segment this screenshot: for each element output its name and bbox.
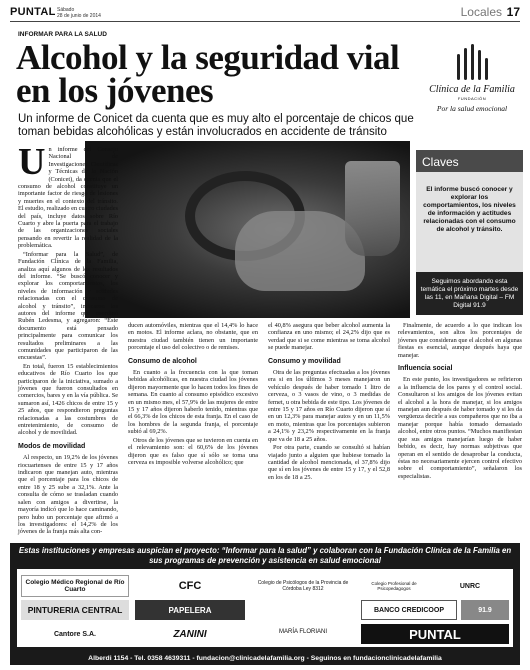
sponsor-logo: Colegio Profesional de Psicopedagogos (371, 581, 417, 591)
sponsor-logo: PUNTAL (361, 624, 509, 644)
drop-cap: U (18, 141, 46, 183)
page-header (10, 6, 520, 22)
article-column-1 (18, 141, 119, 537)
article-paragraph: En este punto, los investigadores se refirieron a la influencia de los pares y el control social. Consultaron si los amigos de los jóvenes evitan el alcohol a la hora de manejar, si los amigos manejan aun después de haber tomado y si les da vergüenza decirle a sus compañeros que no iba a manejar porque había tomado demasiado alcohol, entre otros puntos. “Muchos manifiestan que sus amigos manejarían luego de haber bebido, es decir, hay normas subjetivas que operan en el sentido de desaprobar la conducta, éstas no necesariamente ejercen control efectivo sobre el comportamiento”, señalaron los especialistas. (398, 376, 522, 480)
logo-name: Clínica de la Familia (429, 84, 515, 95)
claves-body: El informe buscó conocer y explorar los comportamientos, los niveles de información y actitudes relacionadas con el consumo de alcohol y tránsito. (423, 186, 516, 233)
page-number: 17 (506, 5, 520, 19)
subheading: Modos de movilidad (18, 442, 86, 450)
sponsor-footer: Alberdi 1154 - Tel. 0358 4639311 - fundacion@clinicadelafamilia.org - Seguinos en fundacionclinicadelafamilia (88, 655, 442, 662)
article-paragraph: Al respecto, un 19,2% de los jóvenes riocuartenses de entre 15 y 17 años indicaron que manejan auto, mientras que el porcentaje para los chicos de entre 18 y 25 sube a 32,1%. Ante la consulta de cómo se trasladan cuando salen con amigos a divertirse, la mayoría indicó que lo hace caminando, pero hubo un porcentaje que afirmó a los investigadores: el 14,2% de los jóvenes de la franja más alta con- (18, 454, 118, 536)
article-column-2 (128, 322, 258, 467)
sponsor-heading: Estas instituciones y empresas auspician el proyecto: “Informar para la salud” y colaboran con la Fundación Clínica de la Familia en sus programas de prevención y asistencia en salud emocional (18, 546, 512, 565)
article-kicker: INFORMAR PARA LA SALUD (18, 31, 107, 38)
glass-shape (345, 161, 400, 256)
issue-date: Sábado 28 de junio de 2014 (57, 7, 101, 19)
sponsor-logos (17, 569, 513, 647)
article-paragraph: n informe del Consejo Nacional de Investigaciones Científicas y Técnicas de la Nación (Conicet), da cuenta que el consumo de alcohol constituye un importante factor de riesgo de lesiones y muertes en el contexto del tránsito. El estudio, realizado en cuatro ciudades del país, incluye datos sobre Río Cuarto y abre la puerta para el trabajo de las organizaciones sociales pensando en revertir la realidad de la problemática. (18, 146, 119, 250)
sponsor-logo: 91.9 (461, 600, 509, 620)
sponsor-band (10, 543, 520, 665)
family-figures-icon (451, 44, 493, 82)
sponsor-logo: ZANINI (173, 628, 207, 640)
newspaper-brand: PUNTAL (10, 6, 56, 18)
article-photo (85, 141, 410, 318)
subheading: Consumo y movilidad (268, 357, 341, 365)
section-name: Locales (460, 5, 502, 19)
subheading: Consumo de alcohol (128, 357, 197, 365)
sponsor-logo: BANCO CREDICOOP (361, 600, 457, 620)
article-paragraph: Otra de las preguntas efectuadas a los jóvenes era si en los últimos 3 meses manejaron un vehículo después de haber tomado 1 litro de cerveza, o 3 vasos de vino, o 3 medidas de fernet, u otra bebida de este tipo. Los jóvenes de entre 15 y 17 años en Río Cuarto dijeron que sí en un 12,3% para manejar autos y en un 11,5% en moto, mientras que los porcentajes subieron a 24,1% y 23,2% respectivamente en la franja que va de 18 a 25 años. (268, 369, 390, 443)
article-paragraph: “Informar para la Salud”, de Fundación Clínica de la Familia, analiza aquí algunos de los resultados del informe. “Se buscó conocer y explorar los comportamientos, los niveles de información y actitudes relacionadas con el consumo de alcohol y tránsito”, indicaron los autores del informe que coordinó Rubén Ledesma, y agregaron: “Este documento está pensado principalmente para comunicar los resultados preliminares a las comunidades que participaron de las encuestas”. (18, 250, 118, 362)
article-paragraph: el 40,8% asegura que beber alcohol aumenta la confianza en uno mismo; el 24,2% dijo que es verdad que si se come mientras se toma alcohol se puede manejar. (268, 322, 390, 352)
article-paragraph: En total, fueron 15 establecimientos educativos de Río Cuarto los que participaron de la iniciativa, sumado a jóvenes que fueron consultados en comercios, bares y en la vía pública. Se sumaron así, 1426 chicos de entre 15 y 25 años, que respondieron preguntas relacionadas a las costumbres de entretenimiento, de consumo de alcohol y de movilidad. (18, 362, 118, 437)
article-paragraph: Por otra parte, cuando se consultó si habían viajado junto a alguien que hubiese tomado la cantidad de alcohol mencionada, el 37,8% dijo que sí en los jóvenes de entre 15 y 17, y el 52,8 en los de 18 a 25. (268, 444, 390, 481)
sponsor-logo: PAPELERA (135, 600, 245, 620)
foundation-logo (424, 44, 520, 129)
subheading: Influencia social (398, 365, 453, 373)
article-column-3 (268, 322, 390, 482)
article-paragraph: Finalmente, de acuerdo a lo que indican los relevamientos, son altos los porcentajes de jóvenes que consideran que el alcohol en algunas fiestas es esencial, aunque después haya que manejar. (398, 322, 522, 359)
article-paragraph: Otros de los jóvenes que se tuvieron en cuenta en el relevamiento son: el 60,6% de los jóvenes dijeron que es falso que sí sólo se toma una cerveza es imposible volverse alcohólico; que (128, 436, 258, 466)
article-paragraph: En cuanto a la frecuencia con la que toman bebidas alcohólicas, en nuestra ciudad los jóvenes dijeron mayormente que lo hacen todos los fines de semana. En cuanto al consumo episódico excesivo en un mismo mes, el 57,9% de las mujeres de entre 15 y 17 años dijeron haberlo tenido, mientras que el 66,3% de los chicos de esta franja. En el caso de los hombres de la segunda franja, el porcentaje subió al 69,2%. (128, 369, 258, 436)
claves-box (416, 150, 523, 315)
claves-footer: Seguimos abordando esta temática el próximo martes desde las 11, en Mañana Digital – FM Digital 91.9 (416, 272, 523, 315)
article-headline: Alcohol y la seguridad vial en los jóvenes (16, 38, 400, 110)
sponsor-logo: Colegio de Psicólogos de la Provincia de Córdoba Ley 8312 (257, 580, 349, 592)
sponsor-logo: Colegio Médico Regional de Río Cuarto (21, 575, 129, 597)
logo-tagline: Por la salud emocional (436, 104, 508, 113)
sponsor-logo: PINTURERIA CENTRAL (21, 600, 129, 620)
sponsor-logo: Cantore S.A. (53, 630, 96, 638)
sponsor-logo: MARÍA FLORIANI (278, 628, 327, 635)
claves-title: Claves (416, 150, 523, 172)
article-subhead: Un informe de Conicet da cuenta que es muy alto el porcentaje de chicos que toman bebidas alcohólicas y están involucrados en accidente de tránsito (18, 113, 414, 138)
sponsor-logo: UNRC (459, 582, 481, 590)
logo-sub: FUNDACIÓN (457, 96, 487, 101)
sponsor-logo: CFC (178, 580, 202, 592)
article-column-4 (398, 322, 522, 481)
article-paragraph: ducen automóviles, mientras que el 14,4% lo hace en motos. El informe aclara, no obstante, que en nuestra ciudad también tienen un importante porcentaje el uso del colectivo o de remises. (128, 322, 258, 352)
